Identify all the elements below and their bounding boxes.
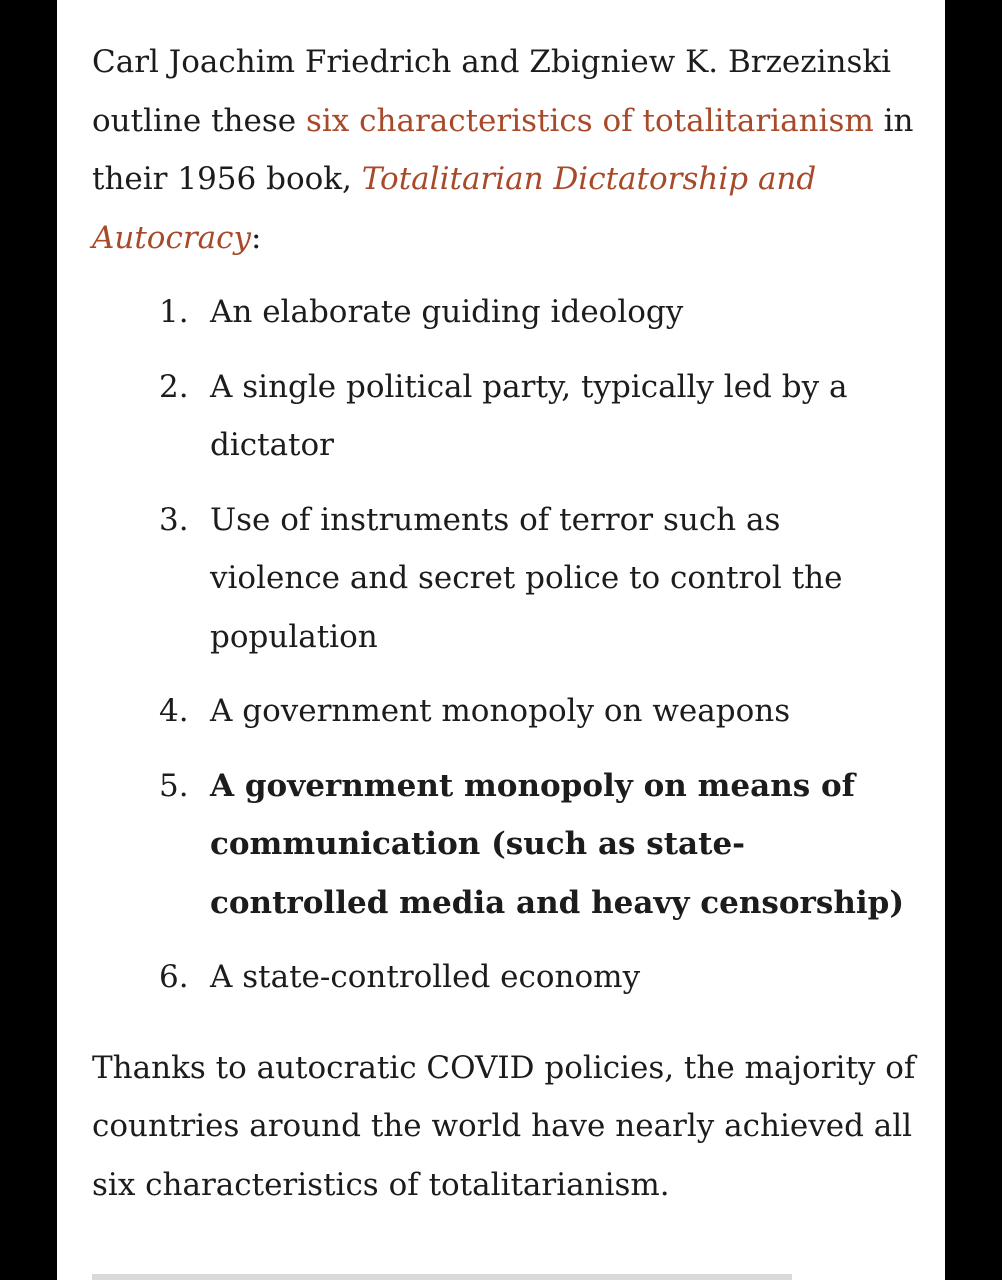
list-item-text: A government monopoly on weapons <box>210 693 791 729</box>
article-page <box>57 0 945 1280</box>
list-item-text: A state-controlled economy <box>210 959 641 995</box>
list-item <box>92 491 922 667</box>
characteristics-list <box>92 283 922 1007</box>
list-item-number: 3. <box>159 501 189 538</box>
list-item-number: 4. <box>159 693 189 729</box>
intro-text-middle: in their 1956 book, <box>92 102 914 197</box>
list-item-text: An elaborate guiding ideology <box>210 294 684 330</box>
list-item-number: 2. <box>159 368 189 405</box>
list-item <box>92 283 922 342</box>
list-item <box>92 948 922 1007</box>
next-paragraph-fragment <box>92 1274 792 1280</box>
list-item <box>92 358 922 475</box>
conclusion-paragraph: Thanks to autocratic COVID policies, the majority of countries around the world have nearly achieved all six characteristics of totalitarianism. <box>92 1049 916 1203</box>
list-item-text: Use of instruments of terror such as violence and secret police to control the population <box>210 501 843 655</box>
list-item <box>92 757 922 933</box>
intro-paragraph <box>92 33 922 267</box>
list-item-number: 6. <box>159 959 189 995</box>
list-item-number: 5. <box>159 767 189 804</box>
list-item-number: 1. <box>159 294 189 330</box>
intro-text-before-link: Carl Joachim Friedrich and Zbigniew K. Brzezinski outline these <box>92 44 892 139</box>
article-body <box>92 33 922 1214</box>
intro-text-after: : <box>251 219 262 256</box>
list-item-text: A single political party, typically led by a dictator <box>210 368 848 463</box>
list-item <box>92 682 922 741</box>
book-title-link[interactable]: Totalitarian Dictatorship and Autocracy <box>92 161 817 256</box>
list-item-text: A government monopoly on means of communication (such as state-controlled media and heavy censorship) <box>210 767 904 921</box>
totalitarianism-characteristics-link[interactable]: six characteristics of totalitarianism <box>305 102 874 139</box>
